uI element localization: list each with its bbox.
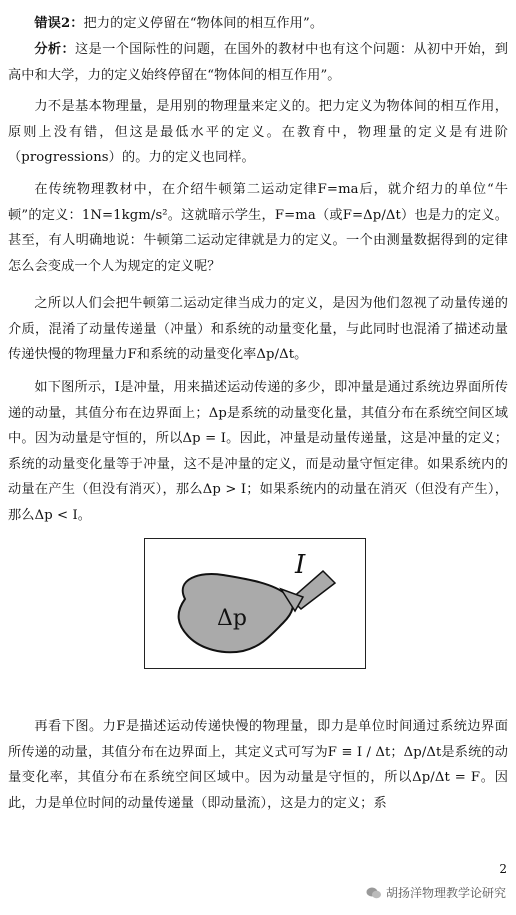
impulse-diagram	[144, 538, 366, 669]
paragraph-confusion-reason: 之所以人们会把牛顿第二运动定律当成力的定义，是因为他们忽视了动量传递的介质，混淆了动量传递量（冲量）和系统的动量变化量，与此同时也混淆了描述动量传递快慢的物理量力F和系统的动量变化率Δp/Δt。	[8, 296, 508, 362]
error-label: 错误2：	[34, 16, 84, 31]
paragraph-force-not-basic: 力不是基本物理量，是用别的物理量来定义的。把力定义为物体间的相互作用，原则上没有错，但这是最低水平的定义。在教育中，物理量的定义是有进阶（progressions）的。力的定义也同样。	[8, 99, 508, 165]
page-number: 2	[499, 862, 507, 876]
impulse-diagram-svg	[145, 539, 365, 668]
analysis-paragraph	[8, 37, 508, 88]
watermark-text: 胡扬洋物理教学论研究	[385, 886, 506, 900]
momentum-change-label: Δp	[217, 606, 247, 631]
paragraph-force-definition: 再看下图。力F是描述运动传递快慢的物理量，即力是单位时间通过系统边界面所传递的动量，其值分布在边界面上，其定义式可写为F ≡ I / Δt；Δp/Δt是系统的动量变化率，其值分布在系统空间区域中。因为动量是守恒的，所以Δp/Δt = F。因此，力是单位时间的动量传递量（即动量流），这是力的定义；系	[8, 719, 508, 811]
paragraph-traditional-textbook: 在传统物理教材中，在介绍牛顿第二运动定律F=ma后，就介绍力的单位“牛顿”的定义：1N=1kgm/s²。这就暗示学生，F=ma（或F=Δp/Δt）也是力的定义。甚至，有人明确地说：牛顿第二运动定律就是力的定义。一个由测量数据得到的定律怎么会变成一个人为规定的定义呢？	[8, 182, 508, 274]
impulse-label: I	[295, 550, 306, 580]
error-text: 把力的定义停留在“物体间的相互作用”。	[83, 16, 324, 31]
analysis-label: 分析：	[34, 42, 76, 57]
watermark	[366, 884, 506, 901]
wechat-logo-icon	[366, 885, 382, 901]
error-heading-paragraph	[8, 11, 508, 37]
analysis-text: 这是一个国际性的问题，在国外的教材中也有这个问题：从初中开始，到高中和大学，力的定义始终停留在“物体间的相互作用”。	[8, 42, 508, 83]
paragraph-impulse-definition: 如下图所示，I是冲量，用来描述运动传递的多少，即冲量是通过系统边界面所传递的动量，其值分布在边界面上；Δp是系统的动量变化量，其值分布在系统空间区域中。因为动量是守恒的，所以Δp = I。因此，冲量是动量传递量，这是冲量的定义；系统的动量变化量等于冲量，这不是冲量的定义，而是动量守恒定律。如果系统内的动量在产生（但没有消灭），那么Δp > I；如果系统内的动量在消灭（但没有产生），那么Δp < I。	[8, 380, 508, 523]
